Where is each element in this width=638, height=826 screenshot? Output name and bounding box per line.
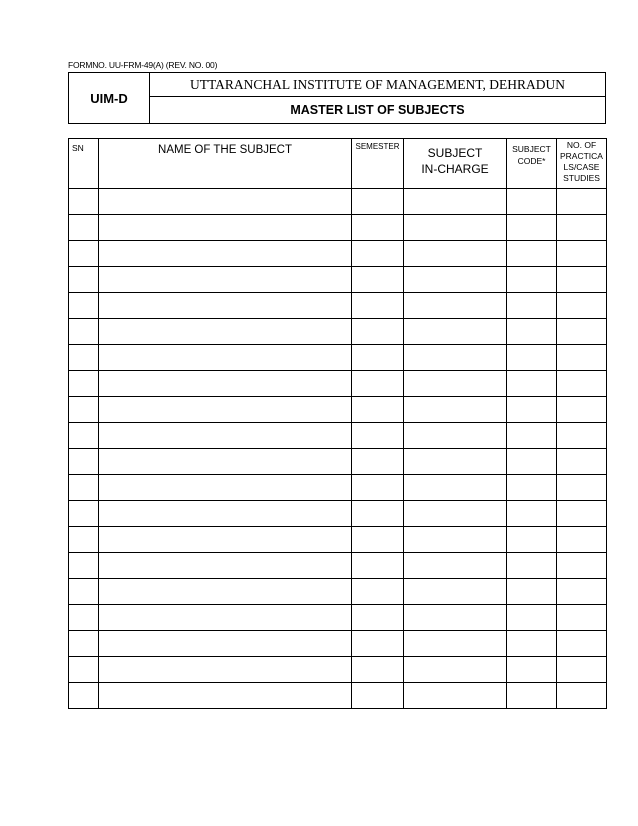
table-cell-name[interactable] [99,683,352,709]
table-cell-name[interactable] [99,293,352,319]
table-cell-semester[interactable] [352,345,404,371]
table-row [69,579,607,605]
table-row [69,475,607,501]
column-header-sn [69,139,99,189]
table-cell-name[interactable] [99,345,352,371]
table-cell-code[interactable] [507,475,557,501]
table-cell-practicals[interactable] [557,527,607,553]
table-cell-code[interactable] [507,631,557,657]
table-cell-practicals[interactable] [557,371,607,397]
table-cell-practicals[interactable] [557,293,607,319]
table-cell-semester[interactable] [352,267,404,293]
table-cell-name[interactable] [99,371,352,397]
table-cell-incharge[interactable] [404,683,507,709]
column-header-line: IN-CHARGE [421,162,489,176]
column-header-line: STUDIES [563,173,600,183]
table-cell-semester[interactable] [352,189,404,215]
table-cell-sn[interactable] [69,319,99,345]
table-cell-incharge[interactable] [404,267,507,293]
table-cell-practicals[interactable] [557,579,607,605]
table-cell-name[interactable] [99,501,352,527]
table-cell-sn[interactable] [69,475,99,501]
table-cell-semester[interactable] [352,293,404,319]
table-cell-practicals[interactable] [557,319,607,345]
table-cell-code[interactable] [507,215,557,241]
table-cell-semester[interactable] [352,319,404,345]
table-cell-name[interactable] [99,397,352,423]
table-body [69,189,607,709]
column-header-semester [352,139,404,189]
column-header-line: NO. OF [566,140,597,150]
table-row [69,293,607,319]
table-cell-practicals[interactable] [557,631,607,657]
table-cell-semester[interactable] [352,475,404,501]
table-cell-sn[interactable] [69,423,99,449]
table-cell-name[interactable] [99,553,352,579]
table-cell-semester[interactable] [352,241,404,267]
column-header-code [507,139,557,189]
table-cell-practicals[interactable] [557,241,607,267]
table-row [69,423,607,449]
table-cell-code[interactable] [507,553,557,579]
table-cell-practicals[interactable] [557,605,607,631]
table-cell-incharge[interactable] [404,215,507,241]
table-cell-name[interactable] [99,475,352,501]
table-row [69,527,607,553]
table-cell-name[interactable] [99,631,352,657]
table-cell-incharge[interactable] [404,319,507,345]
table-cell-name[interactable] [99,215,352,241]
table-cell-code[interactable] [507,527,557,553]
table-cell-sn[interactable] [69,371,99,397]
table-cell-semester[interactable] [352,397,404,423]
table-cell-semester[interactable] [352,579,404,605]
table-cell-sn[interactable] [69,449,99,475]
table-cell-practicals[interactable] [557,267,607,293]
table-cell-semester[interactable] [352,215,404,241]
table-cell-code[interactable] [507,319,557,345]
table-cell-code[interactable] [507,449,557,475]
table-cell-sn[interactable] [69,631,99,657]
table-cell-semester[interactable] [352,657,404,683]
table-cell-practicals[interactable] [557,475,607,501]
table-cell-name[interactable] [99,449,352,475]
table-cell-semester[interactable] [352,553,404,579]
table-row [69,449,607,475]
table-row [69,345,607,371]
table-cell-code[interactable] [507,657,557,683]
table-cell-incharge[interactable] [404,241,507,267]
table-cell-practicals[interactable] [557,449,607,475]
table-cell-name[interactable] [99,527,352,553]
table-cell-sn[interactable] [69,527,99,553]
column-header-incharge [404,139,507,189]
table-cell-incharge[interactable] [404,397,507,423]
table-cell-sn[interactable] [69,215,99,241]
table-cell-practicals[interactable] [557,345,607,371]
table-cell-sn[interactable] [69,345,99,371]
table-cell-sn[interactable] [69,605,99,631]
department-code: UIM-D [69,73,150,123]
table-row [69,371,607,397]
table-cell-incharge[interactable] [404,345,507,371]
table-cell-name[interactable] [99,423,352,449]
table-cell-code[interactable] [507,345,557,371]
form-header [68,72,606,124]
table-cell-code[interactable] [507,267,557,293]
table-cell-semester[interactable] [352,605,404,631]
table-cell-code[interactable] [507,423,557,449]
table-cell-sn[interactable] [69,683,99,709]
table-cell-sn[interactable] [69,657,99,683]
table-cell-semester[interactable] [352,683,404,709]
table-cell-sn[interactable] [69,293,99,319]
table-row [69,319,607,345]
table-row [69,683,607,709]
table-cell-practicals[interactable] [557,553,607,579]
table-cell-name[interactable] [99,579,352,605]
table-cell-incharge[interactable] [404,371,507,397]
table-cell-code[interactable] [507,605,557,631]
table-cell-name[interactable] [99,319,352,345]
table-cell-sn[interactable] [69,397,99,423]
table-row [69,553,607,579]
table-cell-sn[interactable] [69,189,99,215]
column-header-line: SUBJECT [427,146,483,160]
table-cell-practicals[interactable] [557,657,607,683]
table-cell-code[interactable] [507,683,557,709]
column-header-line: NAME OF THE SUBJECT [158,144,292,156]
table-row [69,605,607,631]
table-cell-incharge[interactable] [404,475,507,501]
table-cell-incharge[interactable] [404,631,507,657]
document-title: MASTER LIST OF SUBJECTS [290,103,465,117]
table-row [69,267,607,293]
table-cell-incharge[interactable] [404,423,507,449]
table-cell-name[interactable] [99,241,352,267]
table-cell-incharge[interactable] [404,553,507,579]
table-cell-code[interactable] [507,501,557,527]
column-header-line: SUBJECT [512,144,551,154]
table-cell-name[interactable] [99,605,352,631]
column-header-line: LS/CASE [563,162,600,172]
table-cell-sn[interactable] [69,267,99,293]
table-cell-sn[interactable] [69,553,99,579]
table-cell-sn[interactable] [69,241,99,267]
table-cell-incharge[interactable] [404,657,507,683]
column-header-line: SEMESTER [355,142,400,151]
table-cell-incharge[interactable] [404,501,507,527]
institute-name: UTTARANCHAL INSTITUTE OF MANAGEMENT, DEHRADUN [150,73,605,97]
table-cell-practicals[interactable] [557,215,607,241]
master-subjects-table [68,138,607,709]
table-cell-semester[interactable] [352,501,404,527]
table-cell-semester[interactable] [352,449,404,475]
table-cell-code[interactable] [507,397,557,423]
table-row [69,501,607,527]
table-cell-incharge[interactable] [404,579,507,605]
table-cell-semester[interactable] [352,423,404,449]
table-cell-semester[interactable] [352,527,404,553]
table-cell-name[interactable] [99,189,352,215]
table-cell-code[interactable] [507,189,557,215]
table-cell-sn[interactable] [69,501,99,527]
table-cell-practicals[interactable] [557,423,607,449]
table-cell-name[interactable] [99,657,352,683]
table-cell-incharge[interactable] [404,605,507,631]
table-row [69,189,607,215]
table-row [69,657,607,683]
table-cell-code[interactable] [507,579,557,605]
table-cell-code[interactable] [507,241,557,267]
table-row [69,397,607,423]
table-header-row [69,139,607,189]
table-cell-incharge[interactable] [404,527,507,553]
table-cell-practicals[interactable] [557,501,607,527]
table-cell-semester[interactable] [352,371,404,397]
column-header-line: SN [72,143,84,153]
table-cell-semester[interactable] [352,631,404,657]
table-row [69,241,607,267]
table-cell-incharge[interactable] [404,449,507,475]
table-cell-incharge[interactable] [404,189,507,215]
table-cell-practicals[interactable] [557,397,607,423]
table-row [69,215,607,241]
table-cell-code[interactable] [507,371,557,397]
table-cell-practicals[interactable] [557,189,607,215]
form-number: FORMNO. UU-FRM-49(A) (REV. NO. 00) [68,60,218,70]
column-header-line: PRACTICA [560,151,603,161]
table-row [69,631,607,657]
column-header-name [99,139,352,189]
table-cell-practicals[interactable] [557,683,607,709]
column-header-line: CODE* [517,156,546,166]
column-header-practicals [557,139,607,189]
table-cell-code[interactable] [507,293,557,319]
table-cell-incharge[interactable] [404,293,507,319]
table-cell-name[interactable] [99,267,352,293]
table-cell-sn[interactable] [69,579,99,605]
